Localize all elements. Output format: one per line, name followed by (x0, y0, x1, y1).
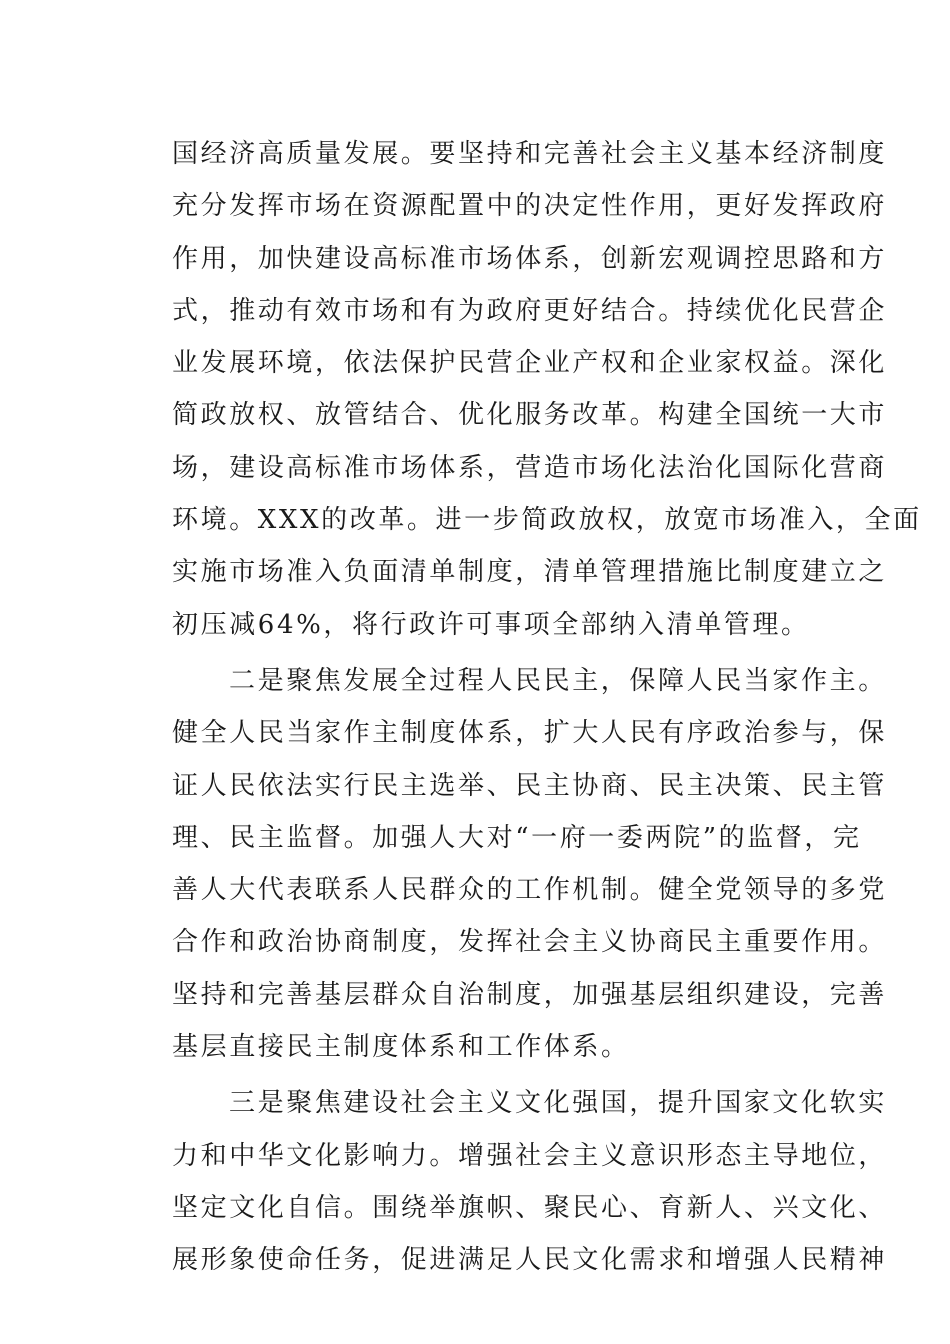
text-line: 健全人民当家作主制度体系，扩大人民有序政治参与，保 (172, 718, 888, 749)
text-line: 善人大代表联系人民群众的工作机制。健全党领导的多党 (172, 875, 888, 906)
text-line: 力和中华文化影响力。增强社会主义意识形态主导地位， (172, 1140, 888, 1171)
text-line: 作用，加快建设高标准市场体系，创新宏观调控思路和方 (172, 243, 888, 274)
text-line: 坚定文化自信。围绕举旗帜、聚民心、育新人、兴文化、 (172, 1192, 888, 1223)
text-line: 二是聚焦发展全过程人民民主，保障人民当家作主。 (229, 665, 887, 696)
text-line: 合作和政治协商制度，发挥社会主义协商民主重要作用。 (172, 927, 888, 958)
text-line: 三是聚焦建设社会主义文化强国，提升国家文化软实 (229, 1088, 887, 1119)
text-line: 证人民依法实行民主选举、民主协商、民主决策、民主管 (172, 770, 888, 801)
text-line: 环境。XXX的改革。进一步简政放权，放宽市场准入，全面 (172, 505, 922, 536)
text-line: 简政放权、放管结合、优化服务改革。构建全国统一大市 (172, 400, 888, 431)
text-line: 坚持和完善基层群众自治制度，加强基层组织建设，完善 (172, 979, 888, 1010)
paragraph (172, 1077, 888, 1286)
paragraph (172, 655, 888, 1073)
document-body (172, 128, 922, 1287)
text-line: 充分发挥市场在资源配置中的决定性作用，更好发挥政府 (172, 191, 888, 222)
text-line: 基层直接民主制度体系和工作体系。 (172, 1032, 630, 1063)
text-line: 理、民主监督。加强人大对“一府一委两院”的监督，完 (172, 822, 862, 853)
text-line: 实施市场准入负面清单制度，清单管理措施比制度建立之 (172, 557, 888, 588)
text-line: 式，推动有效市场和有为政府更好结合。持续优化民营企 (172, 295, 888, 326)
text-line: 业发展环境，依法保护民营企业产权和企业家权益。深化 (172, 348, 888, 379)
text-line: 场，建设高标准市场体系，营造市场化法治化国际化营商 (172, 452, 888, 483)
paragraph (172, 128, 922, 651)
text-line: 初压减64%，将行政许可事项全部纳入清单管理。 (172, 609, 810, 640)
text-line: 国经济高质量发展。要坚持和完善社会主义基本经济制度 (172, 139, 888, 169)
text-line: 展形象使命任务，促进满足人民文化需求和增强人民精神 (172, 1245, 888, 1276)
